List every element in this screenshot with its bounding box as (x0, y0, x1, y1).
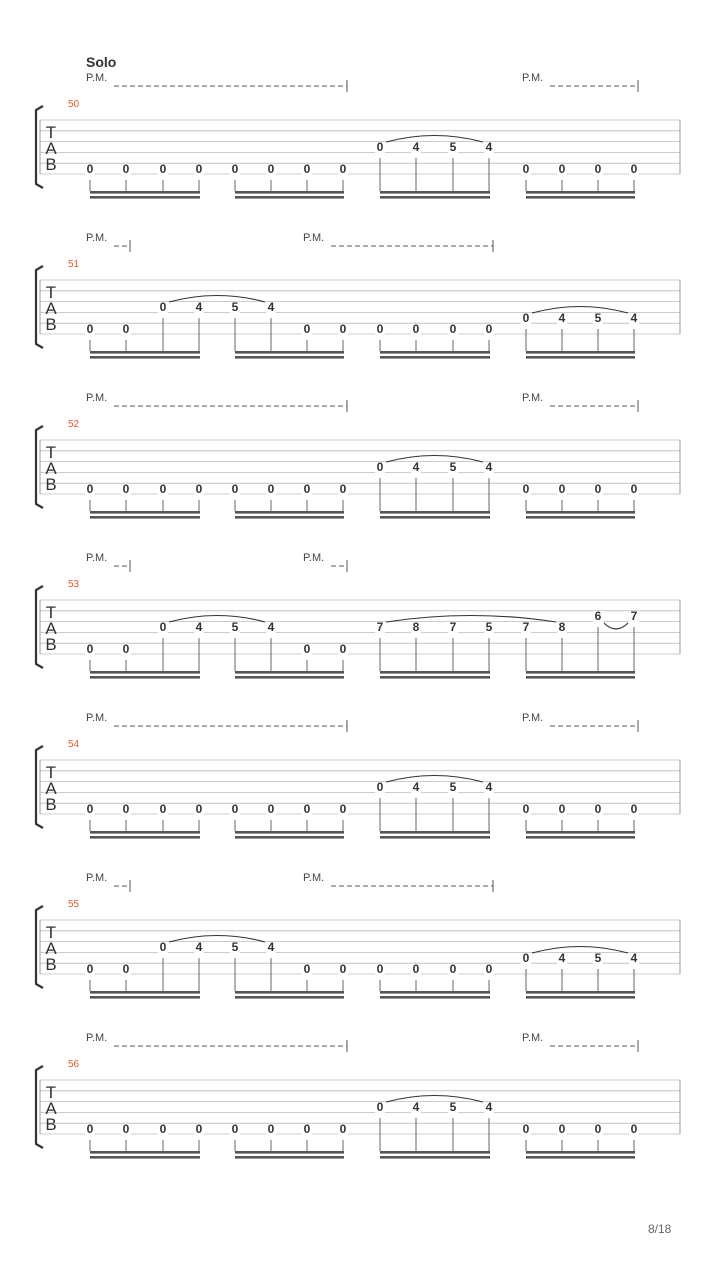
beam (235, 511, 344, 514)
beam (380, 1156, 490, 1159)
fret-number: 0 (594, 162, 602, 176)
clef-letter: B (45, 475, 57, 494)
fret-number: 4 (630, 311, 638, 325)
beam (90, 836, 200, 839)
palm-mute-label: P.M. (303, 872, 325, 884)
slur-arc (169, 296, 265, 303)
beam (526, 671, 635, 674)
clef-letter: B (45, 1115, 57, 1134)
fret-number: 0 (376, 460, 384, 474)
fret-number: 0 (594, 802, 602, 816)
fret-number: 4 (558, 951, 566, 965)
measure-number: 55 (68, 899, 80, 910)
palm-mute-label: P.M. (86, 872, 108, 884)
beam (526, 196, 635, 199)
beam (380, 831, 490, 834)
slur-arc (604, 623, 628, 629)
fret-number: 0 (303, 482, 311, 496)
clef-letter: B (45, 155, 57, 174)
beam (526, 1156, 635, 1159)
beam (235, 671, 344, 674)
fret-number: 0 (303, 162, 311, 176)
fret-number: 5 (449, 780, 457, 794)
clef-letter: A (45, 619, 57, 638)
fret-number: 0 (159, 300, 167, 314)
palm-mute-label: P.M. (86, 552, 108, 564)
tab-system-51 (36, 232, 680, 359)
beam (380, 671, 490, 674)
beam (90, 991, 200, 994)
fret-number: 0 (86, 162, 94, 176)
beam (235, 831, 344, 834)
fret-number: 5 (449, 140, 457, 154)
beam (526, 511, 635, 514)
tab-system-55 (36, 872, 680, 999)
clef-letter: B (45, 315, 57, 334)
slur-arc (386, 616, 556, 623)
beam (526, 356, 635, 359)
fret-number: 0 (231, 1122, 239, 1136)
clef-letter: B (45, 955, 57, 974)
fret-number: 0 (195, 1122, 203, 1136)
tab-system-53 (36, 552, 680, 679)
palm-mute-label: P.M. (522, 392, 544, 404)
fret-number: 4 (267, 940, 275, 954)
beam (380, 1151, 490, 1154)
fret-number: 0 (231, 482, 239, 496)
beam (380, 996, 490, 999)
fret-number: 0 (195, 802, 203, 816)
fret-number: 0 (376, 962, 384, 976)
palm-mute-label: P.M. (86, 712, 108, 724)
palm-mute-label: P.M. (522, 1032, 544, 1044)
fret-number: 0 (267, 1122, 275, 1136)
fret-number: 0 (558, 162, 566, 176)
fret-number: 0 (86, 642, 94, 656)
fret-number: 5 (231, 300, 239, 314)
fret-number: 0 (159, 940, 167, 954)
fret-number: 0 (376, 1100, 384, 1114)
fret-number: 0 (86, 322, 94, 336)
fret-number: 0 (594, 482, 602, 496)
fret-number: 4 (485, 140, 493, 154)
fret-number: 0 (522, 951, 530, 965)
fret-number: 4 (195, 940, 203, 954)
fret-number: 7 (376, 620, 384, 634)
beam (380, 836, 490, 839)
fret-number: 0 (231, 162, 239, 176)
section-label: Solo (86, 54, 117, 70)
beam (380, 356, 490, 359)
palm-mute-label: P.M. (522, 72, 544, 84)
beam (526, 676, 635, 679)
palm-mute-label: P.M. (86, 1032, 108, 1044)
fret-number: 4 (267, 620, 275, 634)
beam (90, 996, 200, 999)
palm-mute-label: P.M. (303, 552, 325, 564)
fret-number: 4 (267, 300, 275, 314)
fret-number: 4 (558, 311, 566, 325)
fret-number: 5 (449, 1100, 457, 1114)
fret-number: 0 (339, 962, 347, 976)
measure-number: 54 (68, 739, 80, 750)
fret-number: 6 (594, 609, 602, 623)
clef-letter: T (45, 123, 57, 142)
fret-number: 0 (485, 322, 493, 336)
beam (235, 991, 344, 994)
beam (235, 191, 344, 194)
fret-number: 4 (485, 460, 493, 474)
fret-number: 4 (412, 780, 420, 794)
beam (90, 356, 200, 359)
fret-number: 0 (339, 162, 347, 176)
fret-number: 0 (86, 802, 94, 816)
measure-number: 50 (68, 99, 80, 110)
beam (526, 836, 635, 839)
beam (90, 671, 200, 674)
clef-letter: A (45, 779, 57, 798)
fret-number: 0 (630, 162, 638, 176)
beam (235, 351, 344, 354)
palm-mute-label: P.M. (522, 712, 544, 724)
fret-number: 0 (339, 642, 347, 656)
fret-number: 4 (412, 140, 420, 154)
fret-number: 0 (122, 162, 130, 176)
fret-number: 0 (339, 802, 347, 816)
beam (235, 1156, 344, 1159)
beam (526, 191, 635, 194)
fret-number: 0 (558, 1122, 566, 1136)
fret-number: 0 (558, 802, 566, 816)
fret-number: 0 (122, 802, 130, 816)
fret-number: 0 (122, 962, 130, 976)
slur-arc (386, 136, 483, 143)
beam (526, 991, 635, 994)
fret-number: 4 (485, 780, 493, 794)
fret-number: 4 (195, 300, 203, 314)
clef-letter: T (45, 1083, 57, 1102)
fret-number: 0 (122, 322, 130, 336)
beam (380, 191, 490, 194)
fret-number: 0 (122, 482, 130, 496)
clef-letter: T (45, 763, 57, 782)
fret-number: 0 (267, 162, 275, 176)
clef-letter: A (45, 299, 57, 318)
fret-number: 0 (376, 322, 384, 336)
tab-system-50 (36, 72, 680, 199)
fret-number: 0 (630, 482, 638, 496)
fret-number: 4 (485, 1100, 493, 1114)
measure-number: 56 (68, 1059, 80, 1070)
beam (380, 351, 490, 354)
beam (526, 351, 635, 354)
beam (90, 1151, 200, 1154)
fret-number: 0 (195, 162, 203, 176)
clef-letter: A (45, 139, 57, 158)
beam (235, 1151, 344, 1154)
measure-number: 53 (68, 579, 80, 590)
beam (380, 991, 490, 994)
fret-number: 0 (376, 140, 384, 154)
fret-number: 5 (231, 940, 239, 954)
slur-arc (169, 936, 265, 943)
fret-number: 0 (339, 322, 347, 336)
fret-number: 5 (231, 620, 239, 634)
beam (90, 511, 200, 514)
fret-number: 0 (449, 322, 457, 336)
fret-number: 0 (522, 1122, 530, 1136)
slur-arc (386, 776, 483, 783)
clef-letter: B (45, 635, 57, 654)
beam (90, 351, 200, 354)
fret-number: 5 (449, 460, 457, 474)
palm-mute-label: P.M. (303, 232, 325, 244)
beam (235, 356, 344, 359)
measure-number: 51 (68, 259, 80, 270)
fret-number: 0 (159, 802, 167, 816)
fret-number: 0 (339, 1122, 347, 1136)
beam (526, 996, 635, 999)
fret-number: 4 (630, 951, 638, 965)
fret-number: 4 (195, 620, 203, 634)
fret-number: 0 (303, 802, 311, 816)
beam (90, 516, 200, 519)
beam (380, 511, 490, 514)
fret-number: 0 (231, 802, 239, 816)
beam (526, 1151, 635, 1154)
fret-number: 0 (86, 482, 94, 496)
fret-number: 0 (485, 962, 493, 976)
tab-system-54 (36, 712, 680, 839)
clef-letter: A (45, 1099, 57, 1118)
fret-number: 4 (412, 460, 420, 474)
beam (380, 676, 490, 679)
slur-arc (386, 456, 483, 463)
fret-number: 5 (485, 620, 493, 634)
fret-number: 0 (522, 311, 530, 325)
clef-letter: T (45, 443, 57, 462)
fret-number: 0 (630, 1122, 638, 1136)
beam (526, 516, 635, 519)
fret-number: 0 (159, 482, 167, 496)
beam (235, 676, 344, 679)
palm-mute-label: P.M. (86, 232, 108, 244)
fret-number: 4 (412, 1100, 420, 1114)
clef-letter: T (45, 923, 57, 942)
fret-number: 0 (412, 322, 420, 336)
beam (526, 831, 635, 834)
fret-number: 7 (522, 620, 530, 634)
beam (380, 516, 490, 519)
fret-number: 8 (412, 620, 420, 634)
fret-number: 0 (339, 482, 347, 496)
beam (235, 516, 344, 519)
fret-number: 0 (522, 162, 530, 176)
page-number: 8/18 (648, 1222, 672, 1236)
fret-number: 0 (303, 322, 311, 336)
fret-number: 8 (558, 620, 566, 634)
fret-number: 0 (195, 482, 203, 496)
fret-number: 0 (303, 642, 311, 656)
fret-number: 0 (594, 1122, 602, 1136)
fret-number: 0 (267, 482, 275, 496)
clef-letter: A (45, 939, 57, 958)
fret-number: 0 (159, 162, 167, 176)
beam (90, 1156, 200, 1159)
fret-number: 0 (303, 1122, 311, 1136)
fret-number: 0 (630, 802, 638, 816)
tab-system-52 (36, 392, 680, 519)
fret-number: 0 (522, 802, 530, 816)
beam (380, 196, 490, 199)
fret-number: 0 (303, 962, 311, 976)
clef-letter: B (45, 795, 57, 814)
palm-mute-label: P.M. (86, 72, 108, 84)
tab-system-56 (36, 1032, 680, 1159)
beam (235, 996, 344, 999)
fret-number: 0 (122, 642, 130, 656)
fret-number: 0 (86, 962, 94, 976)
beam (90, 191, 200, 194)
beam (235, 196, 344, 199)
fret-number: 0 (376, 780, 384, 794)
fret-number: 0 (122, 1122, 130, 1136)
fret-number: 0 (159, 1122, 167, 1136)
fret-number: 7 (449, 620, 457, 634)
fret-number: 0 (558, 482, 566, 496)
fret-number: 0 (522, 482, 530, 496)
fret-number: 0 (449, 962, 457, 976)
fret-number: 7 (630, 609, 638, 623)
clef-letter: T (45, 283, 57, 302)
beam (90, 196, 200, 199)
slur-arc (386, 1096, 483, 1103)
clef-letter: A (45, 459, 57, 478)
fret-number: 0 (86, 1122, 94, 1136)
fret-number: 0 (159, 620, 167, 634)
beam (90, 831, 200, 834)
fret-number: 0 (267, 802, 275, 816)
fret-number: 0 (412, 962, 420, 976)
fret-number: 5 (594, 311, 602, 325)
beam (90, 676, 200, 679)
palm-mute-label: P.M. (86, 392, 108, 404)
slur-arc (169, 616, 265, 623)
measure-number: 52 (68, 419, 80, 430)
beam (235, 836, 344, 839)
fret-number: 5 (594, 951, 602, 965)
clef-letter: T (45, 603, 57, 622)
